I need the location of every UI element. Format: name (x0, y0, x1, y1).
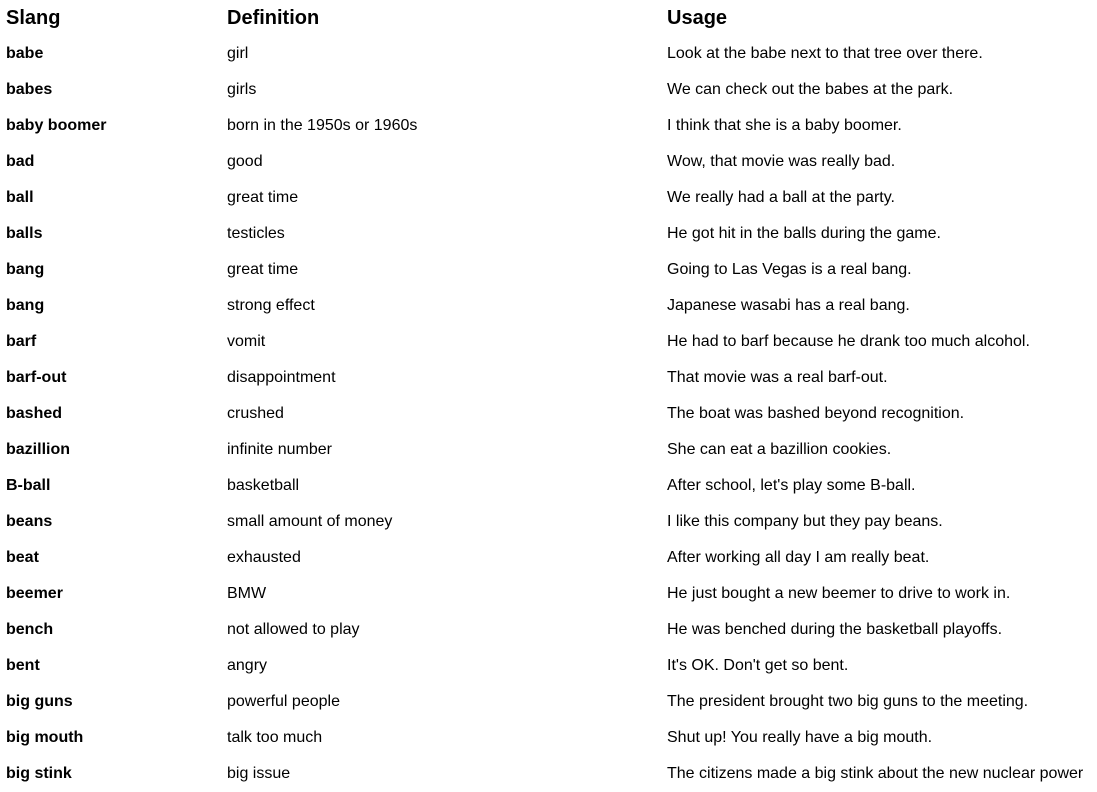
slang-usage: Going to Las Vegas is a real bang. (667, 261, 912, 278)
slang-term: beat (6, 549, 39, 566)
slang-term: bang (6, 261, 45, 278)
slang-usage: After school, let's play some B-ball. (667, 477, 916, 494)
slang-definition: girl (227, 45, 249, 62)
table-row (0, 504, 1097, 540)
slang-term: bang (6, 297, 45, 314)
header-row (0, 0, 1097, 36)
slang-definition: exhausted (227, 549, 301, 566)
table-row (0, 288, 1097, 324)
slang-usage: After working all day I am really beat. (667, 549, 930, 566)
table-row (0, 612, 1097, 648)
slang-term: bench (6, 621, 54, 638)
slang-term: baby boomer (6, 117, 107, 134)
header-definition: Definition (227, 6, 320, 29)
table-row (0, 252, 1097, 288)
header-usage: Usage (667, 6, 728, 29)
table-header (0, 0, 1097, 36)
slang-term: bad (6, 153, 35, 170)
table-row (0, 216, 1097, 252)
slang-term: ball (6, 189, 34, 206)
slang-usage: He just bought a new beemer to drive to work in. (667, 585, 1011, 602)
slang-term: babes (6, 81, 53, 98)
slang-usage: He was benched during the basketball playoffs. (667, 621, 1003, 638)
slang-usage: The citizens made a big stink about the new nuclear power (667, 765, 1084, 782)
slang-term: big guns (6, 693, 73, 710)
slang-usage: He had to barf because he drank too much alcohol. (667, 333, 1030, 350)
slang-usage: We can check out the babes at the park. (667, 81, 954, 98)
slang-term: bent (6, 657, 40, 674)
table-row (0, 108, 1097, 144)
slang-definition: powerful people (227, 693, 340, 710)
slang-definition: infinite number (227, 441, 332, 458)
slang-usage: The president brought two big guns to the meeting. (667, 693, 1029, 710)
slang-definition: born in the 1950s or 1960s (227, 117, 418, 134)
slang-definition: small amount of money (227, 513, 393, 530)
table-row (0, 684, 1097, 720)
slang-usage: She can eat a bazillion cookies. (667, 441, 892, 458)
table-row (0, 540, 1097, 576)
header-slang: Slang (6, 6, 61, 29)
slang-usage: I think that she is a baby boomer. (667, 117, 902, 134)
slang-term: babe (6, 45, 44, 62)
slang-definition: great time (227, 261, 299, 278)
table-row (0, 396, 1097, 432)
slang-definition: BMW (227, 585, 267, 602)
slang-term: beemer (6, 585, 63, 602)
table-row (0, 360, 1097, 396)
slang-definition: testicles (227, 225, 285, 242)
slang-definition: crushed (227, 405, 284, 422)
slang-term: B-ball (6, 477, 51, 494)
table-row (0, 324, 1097, 360)
slang-term: beans (6, 513, 53, 530)
slang-definition: big issue (227, 765, 291, 782)
slang-definition: not allowed to play (227, 621, 360, 638)
table-row (0, 468, 1097, 504)
slang-usage: He got hit in the balls during the game. (667, 225, 941, 242)
slang-usage: That movie was a real barf-out. (667, 369, 888, 386)
slang-definition: angry (227, 657, 268, 674)
table-row (0, 756, 1097, 792)
table-row (0, 576, 1097, 612)
slang-definition: strong effect (227, 297, 315, 314)
slang-definition: great time (227, 189, 299, 206)
table-row (0, 36, 1097, 72)
slang-usage: We really had a ball at the party. (667, 189, 895, 206)
slang-term: big mouth (6, 729, 84, 746)
table-row (0, 144, 1097, 180)
slang-definition: basketball (227, 477, 300, 494)
slang-definition: disappointment (227, 369, 336, 386)
slang-term: balls (6, 225, 43, 242)
table-row (0, 648, 1097, 684)
slang-usage: The boat was bashed beyond recognition. (667, 405, 965, 422)
table-row (0, 432, 1097, 468)
slang-usage: Shut up! You really have a big mouth. (667, 729, 933, 746)
slang-term: barf (6, 333, 37, 350)
slang-term: barf-out (6, 369, 67, 386)
table-row (0, 72, 1097, 108)
slang-definition: vomit (227, 333, 266, 350)
slang-definition: girls (227, 81, 257, 98)
slang-term: bashed (6, 405, 63, 422)
slang-usage: Wow, that movie was really bad. (667, 153, 896, 170)
table-row (0, 180, 1097, 216)
slang-usage: It's OK. Don't get so bent. (667, 657, 849, 674)
table-body (0, 36, 1097, 792)
table-row (0, 720, 1097, 756)
slang-usage: Look at the babe next to that tree over there. (667, 45, 983, 62)
slang-definition: good (227, 153, 263, 170)
slang-definition: talk too much (227, 729, 323, 746)
slang-usage: Japanese wasabi has a real bang. (667, 297, 910, 314)
slang-term: bazillion (6, 441, 70, 458)
slang-usage: I like this company but they pay beans. (667, 513, 943, 530)
slang-term: big stink (6, 765, 72, 782)
